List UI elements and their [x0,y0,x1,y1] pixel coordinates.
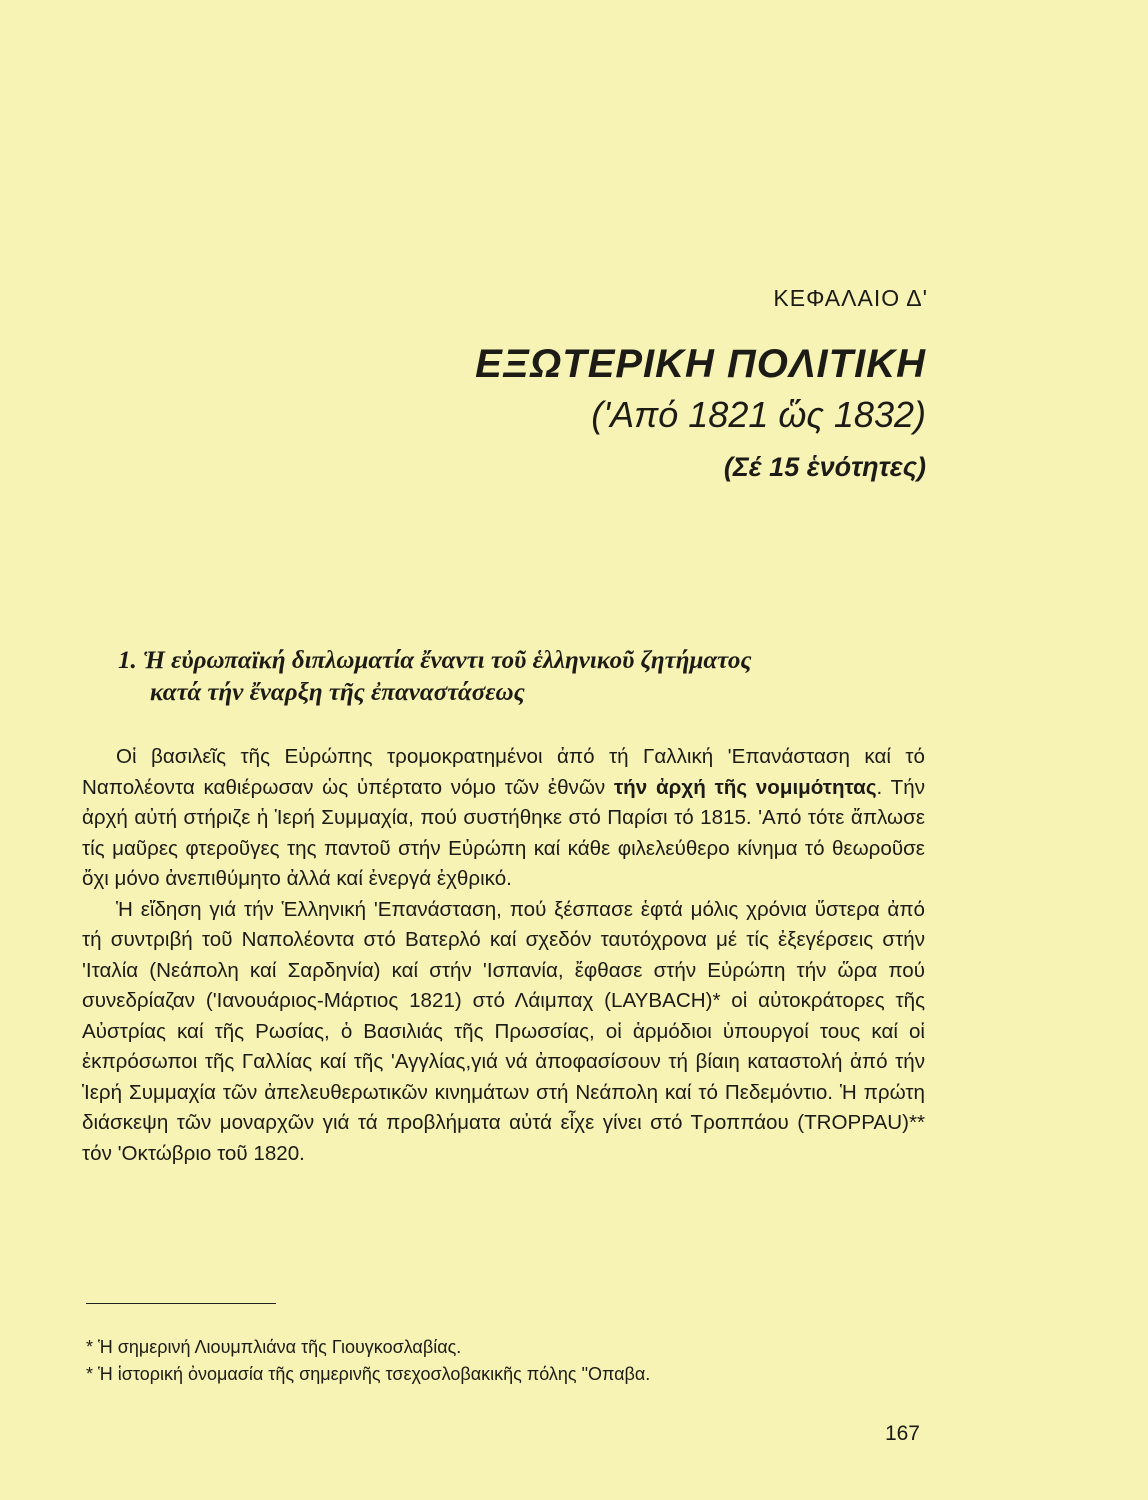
body-text [82,742,925,1169]
chapter-title: ΕΞΩΤΕΡΙΚΗ ΠΟΛΙΤΙΚΗ [475,342,926,386]
footnote-1: * Ἡ σημερινή Λιουμπλιάνα τῆς Γιουγκοσλαβίας. [86,1337,462,1357]
page-number: 167 [884,1422,920,1445]
chapter-subtitle: ('Από 1821 ὥς 1832) [591,394,926,435]
paragraph-1-end: . Τήν ἀρχή αὐτή στήριζε ἡ Ἱερή Συμμαχία, πού συστήθηκε στό Παρίσι τό 1815. 'Από τότε ἄπλωσε τίς μαῦρες φτεροῦγες της παντοῦ στήν Εὐρώπη καί κάθε φιλελεύθερο κίνημα τό θεωροῦσε ὄχι μόνο ἀνεπιθύμητο ἀλλά καί ἐνεργά ἐχθρικό. [82,775,925,890]
chapter-label: ΚΕΦΑΛΑΙΟ Δ' [773,285,928,311]
footnotes [86,1334,906,1388]
section-heading-line2: κατά τήν ἔναρξη τῆς ἐπαναστάσεως [150,679,525,706]
paragraph-1-start: Οἱ βασιλεῖς τῆς Εὐρώπης τρομοκρατημένοι ἀπό τή Γαλλική 'Επανάσταση καί τό Ναπολέοντα καθιέρωσαν ὡς ὑπέρτατο νόμο τῶν ἐθνῶν [82,745,925,799]
paragraph-1-bold: τήν ἀρχή τῆς νομιμότητας [613,775,877,799]
paragraph-2: Ἡ εἴδηση γιά τήν Ἑλληνική 'Επανάσταση, πού ξέσπασε ἑφτά μόλις χρόνια ὕστερα ἀπό τή συντριβή τοῦ Ναπολέοντα στό Βατερλό καί σχεδόν ταυτόχρονα μέ τίς ἐξεγέρσεις στήν 'Ιταλία (Νεάπολη καί Σαρδηνία) καί στήν 'Ισπανία, ἔφθασε στήν Εὐρώπη τήν ὥρα πού συνεδρίαζαν ('Ιανουάριος-Μάρτιος 1821) στό Λάιμπαχ (LAYBACH)* οἱ αὐτοκράτορες τῆς Αὐστρίας καί τῆς Ρωσίας, ὁ Βασιλιάς τῆς Πρωσσίας, οἱ ἁρμόδιοι ὑπουργοί τους καί οἱ ἐκπρόσωποι τῆς Γαλλίας καί τῆς 'Αγγλίας,γιά νά ἀποφασίσουν τή βίαιη καταστολή ἀπό τήν Ἱερή Συμμαχία τῶν ἀπελευθερωτικῶν κινημάτων στή Νεάπολη καί τό Πεδεμόντιο. Ἡ πρώτη διάσκεψη τῶν μοναρχῶν γιά τά προβλήματα αὐτά εἶχε γίνει στό Τροππάου (TROPPAU)** τόν 'Οκτώβριο τοῦ 1820. [82,897,925,1165]
footnote-2: * Ἡ ἱστορική ὀνομασία τῆς σημερινῆς τσεχοσλοβακικῆς πόλης "Οπαβα. [86,1364,651,1384]
section-heading [118,645,938,709]
units-note: (Σέ 15 ἑνότητες) [723,452,926,482]
footnote-divider [86,1303,276,1304]
paragraph-1 [82,742,925,895]
section-heading-line1: 1. Ἡ εὐρωπαϊκή διπλωματία ἔναντι τοῦ ἑλληνικοῦ ζητήματος [118,647,752,674]
